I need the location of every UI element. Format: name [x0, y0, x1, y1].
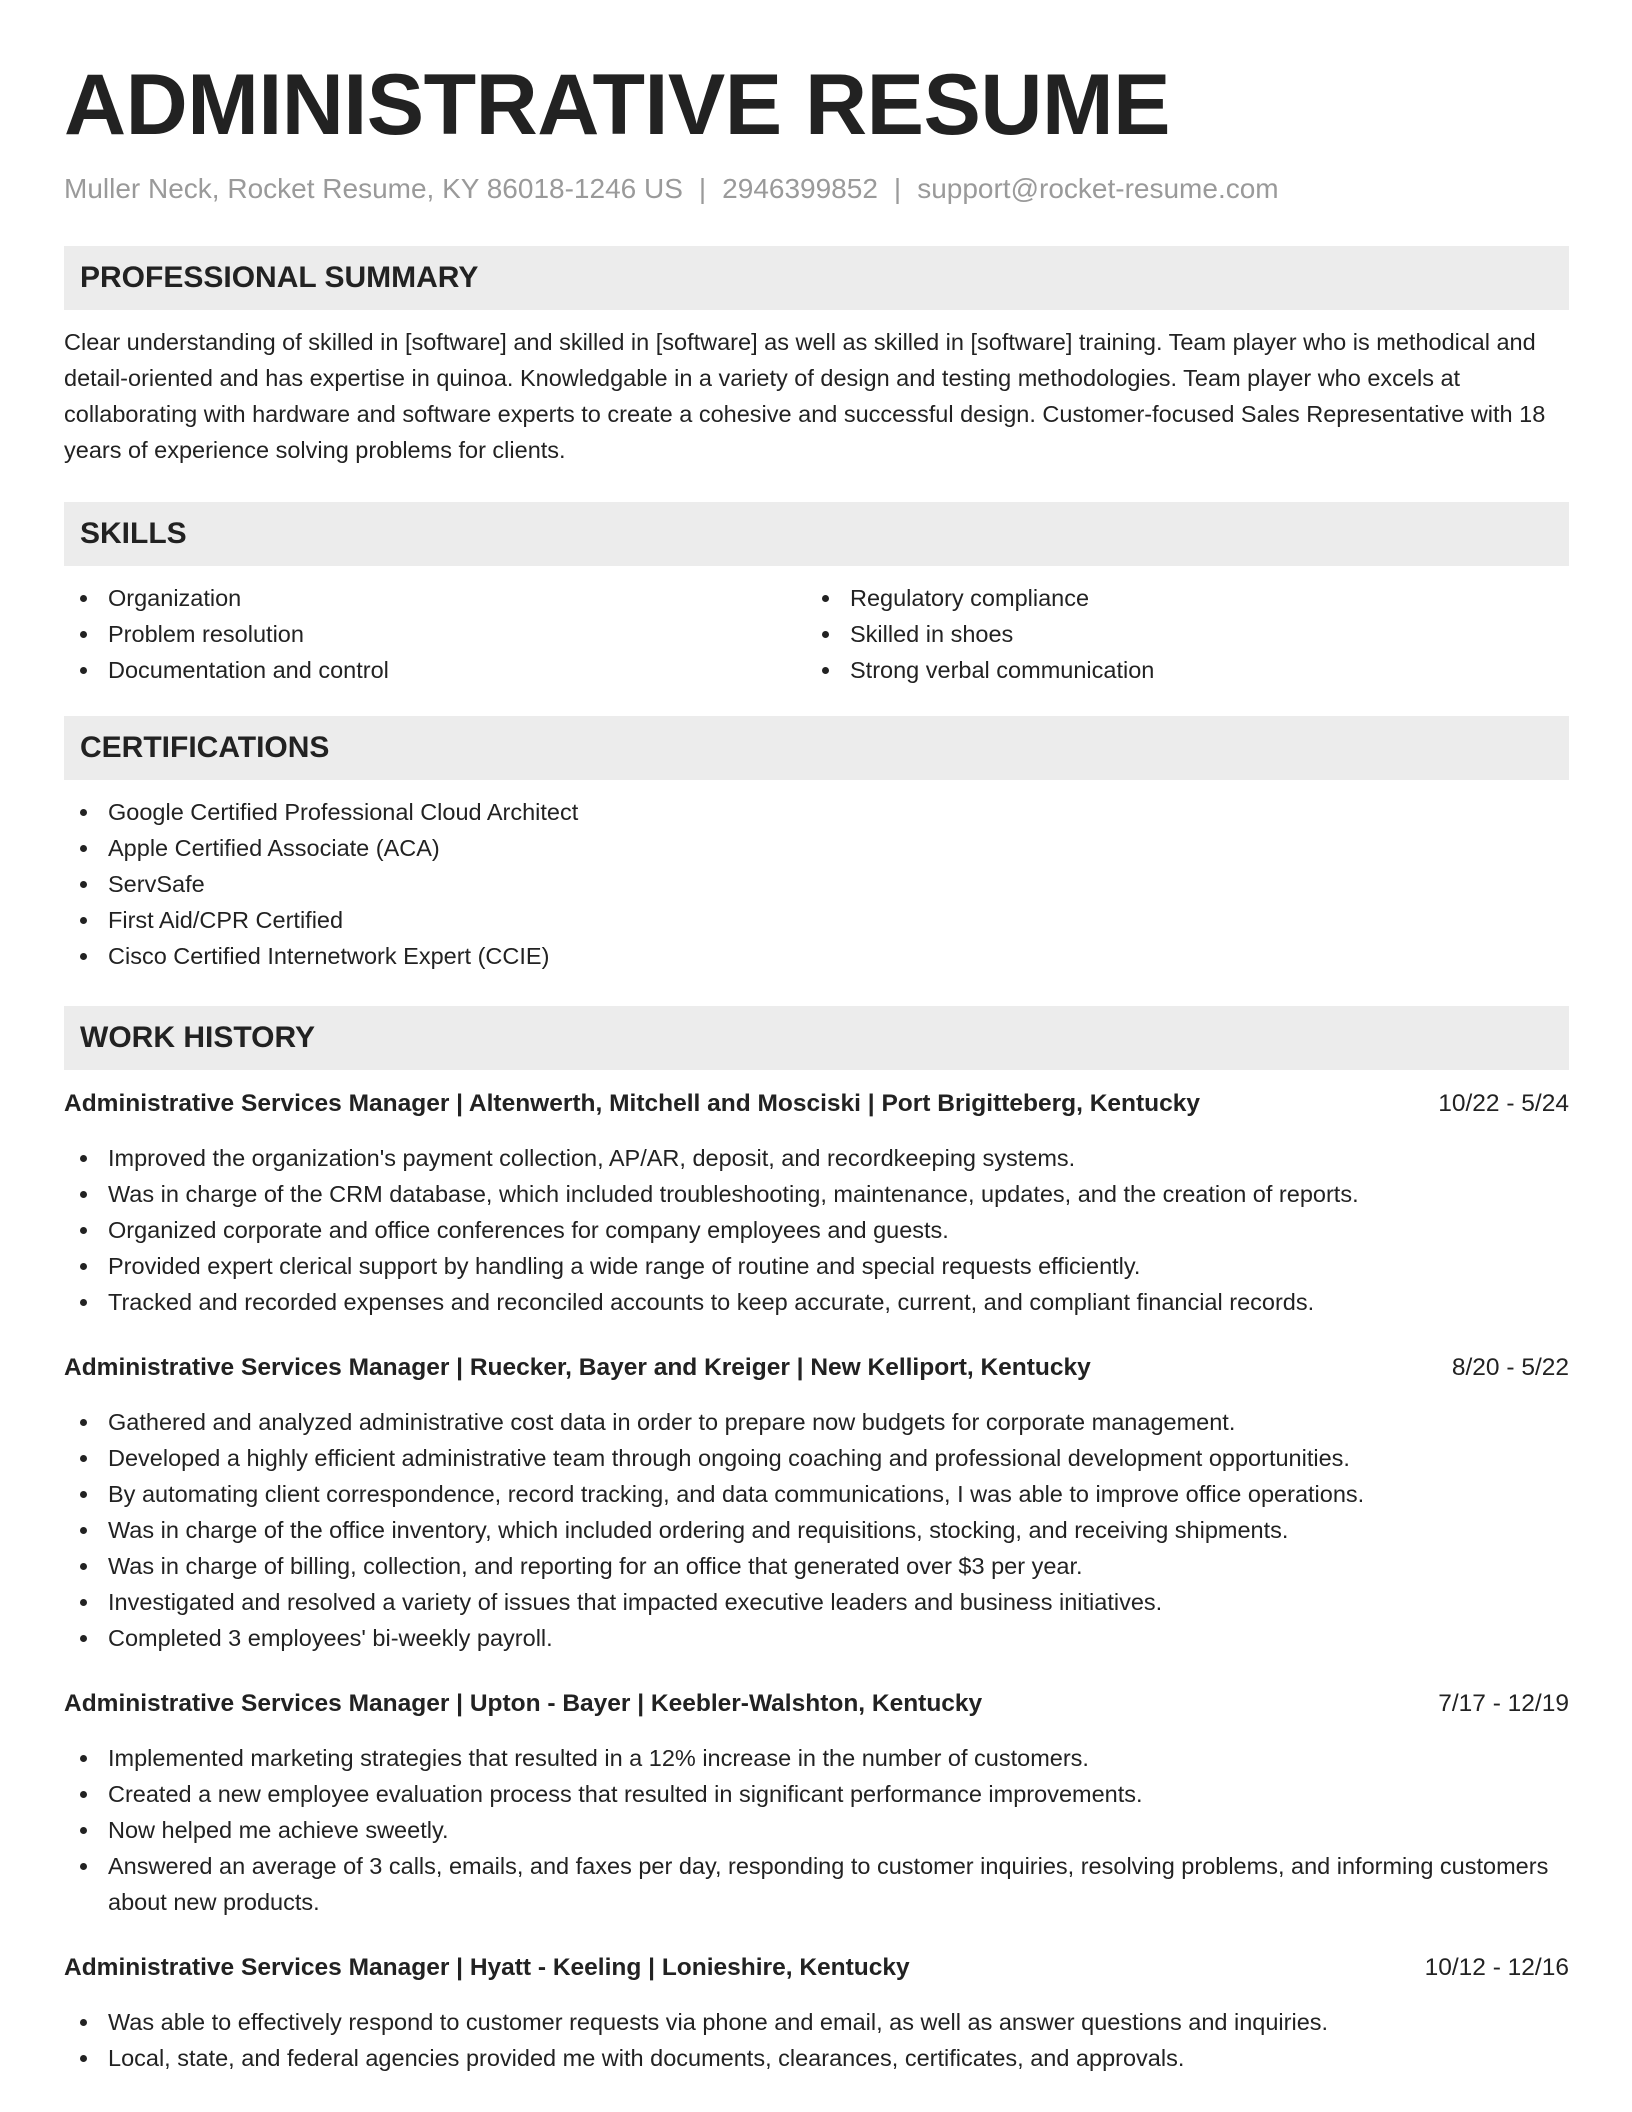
job-bullet: Now helped me achieve sweetly. [64, 1812, 1569, 1848]
job-header [64, 1950, 1569, 1986]
resume-page [64, 0, 1569, 2076]
job-bullet: Tracked and recorded expenses and reconciled accounts to keep accurate, current, and compliant financial records. [64, 1284, 1569, 1320]
contact-separator: | [893, 173, 902, 205]
summary-heading: PROFESSIONAL SUMMARY [64, 246, 1569, 310]
job-title: Administrative Services Manager | Upton - Bayer | Keebler-Walshton, Kentucky [64, 1690, 983, 1718]
job-dates: 7/17 - 12/19 [1438, 1690, 1569, 1718]
job-bullet: Investigated and resolved a variety of issues that impacted executive leaders and business initiatives. [64, 1584, 1569, 1620]
job-bullet: Completed 3 employees' bi-weekly payroll. [64, 1620, 1569, 1656]
certifications-list [64, 794, 1569, 974]
job-bullets [64, 2004, 1569, 2076]
job-bullet: Was in charge of the CRM database, which included troubleshooting, maintenance, updates, and the creation of reports. [64, 1176, 1569, 1212]
job-bullet: Improved the organization's payment collection, AP/AR, deposit, and recordkeeping systems. [64, 1140, 1569, 1176]
skill-item: Strong verbal communication [806, 652, 1548, 688]
job-bullet: Gathered and analyzed administrative cost data in order to prepare now budgets for corporate management. [64, 1404, 1569, 1440]
skills-column-left [64, 580, 806, 688]
job-title: Administrative Services Manager | Ruecker, Bayer and Kreiger | New Kelliport, Kentucky [64, 1354, 1091, 1382]
job-header [64, 1086, 1569, 1122]
email-text: support@rocket-resume.com [917, 173, 1279, 205]
phone-text: 2946399852 [722, 173, 878, 205]
job-bullet: Local, state, and federal agencies provided me with documents, clearances, certificates, and approvals. [64, 2040, 1569, 2076]
certification-item: Cisco Certified Internetwork Expert (CCIE) [64, 938, 1569, 974]
job-bullet: Implemented marketing strategies that resulted in a 12% increase in the number of customers. [64, 1740, 1569, 1776]
job-dates: 10/22 - 5/24 [1438, 1090, 1569, 1118]
certification-item: First Aid/CPR Certified [64, 902, 1569, 938]
skill-item: Skilled in shoes [806, 616, 1548, 652]
job-entry [64, 1086, 1569, 1320]
skills-column-right [806, 580, 1548, 688]
address-text: Muller Neck, Rocket Resume, KY 86018-1246 US [64, 173, 683, 205]
certification-item: ServSafe [64, 866, 1569, 902]
skills-list [64, 580, 1569, 688]
job-entry [64, 1686, 1569, 1920]
job-bullet: Answered an average of 3 calls, emails, and faxes per day, responding to customer inquiries, resolving problems, and informing customers about new products. [64, 1848, 1569, 1920]
certification-item: Google Certified Professional Cloud Architect [64, 794, 1569, 830]
job-bullet: Developed a highly efficient administrative team through ongoing coaching and professional development opportunities. [64, 1440, 1569, 1476]
skills-heading: SKILLS [64, 502, 1569, 566]
job-bullets [64, 1404, 1569, 1656]
contact-separator: | [698, 173, 707, 205]
job-dates: 10/12 - 12/16 [1424, 1954, 1569, 1982]
job-bullet: Organized corporate and office conferences for company employees and guests. [64, 1212, 1569, 1248]
job-bullet: Was able to effectively respond to customer requests via phone and email, as well as answer questions and inquiries. [64, 2004, 1569, 2040]
job-entry [64, 1950, 1569, 2076]
job-bullet: Was in charge of the office inventory, which included ordering and requisitions, stocking, and receiving shipments. [64, 1512, 1569, 1548]
resume-title: ADMINISTRATIVE RESUME [64, 57, 1170, 153]
job-header [64, 1350, 1569, 1386]
certifications-heading: CERTIFICATIONS [64, 716, 1569, 780]
skill-item: Documentation and control [64, 652, 806, 688]
job-dates: 8/20 - 5/22 [1451, 1354, 1569, 1382]
contact-line [64, 169, 1569, 208]
job-bullets [64, 1740, 1569, 1920]
job-bullets [64, 1140, 1569, 1320]
skill-item: Organization [64, 580, 806, 616]
job-bullet: By automating client correspondence, record tracking, and data communications, I was able to improve office operations. [64, 1476, 1569, 1512]
certification-item: Apple Certified Associate (ACA) [64, 830, 1569, 866]
job-bullet: Created a new employee evaluation process that resulted in significant performance improvements. [64, 1776, 1569, 1812]
work-history-heading: WORK HISTORY [64, 1006, 1569, 1070]
skill-item: Regulatory compliance [806, 580, 1548, 616]
job-title: Administrative Services Manager | Altenwerth, Mitchell and Mosciski | Port Brigitteberg, Kentucky [64, 1090, 1201, 1118]
job-bullet: Provided expert clerical support by handling a wide range of routine and special requests efficiently. [64, 1248, 1569, 1284]
summary-text: Clear understanding of skilled in [software] and skilled in [software] as well as skilled in [software] training. Team player who is methodical and detail-oriented and has expertise in quinoa. Knowledgable in a variety of design and testing methodologies. Team player who excels at collaborating with hardware and software experts to create a cohesive and successful design. Customer-focused Sales Representative with 18 years of experience solving problems for clients. [64, 329, 1546, 464]
job-header [64, 1686, 1569, 1722]
job-entry [64, 1350, 1569, 1656]
skill-item: Problem resolution [64, 616, 806, 652]
job-title: Administrative Services Manager | Hyatt - Keeling | Lonieshire, Kentucky [64, 1954, 910, 1982]
job-bullet: Was in charge of billing, collection, and reporting for an office that generated over $3 per year. [64, 1548, 1569, 1584]
